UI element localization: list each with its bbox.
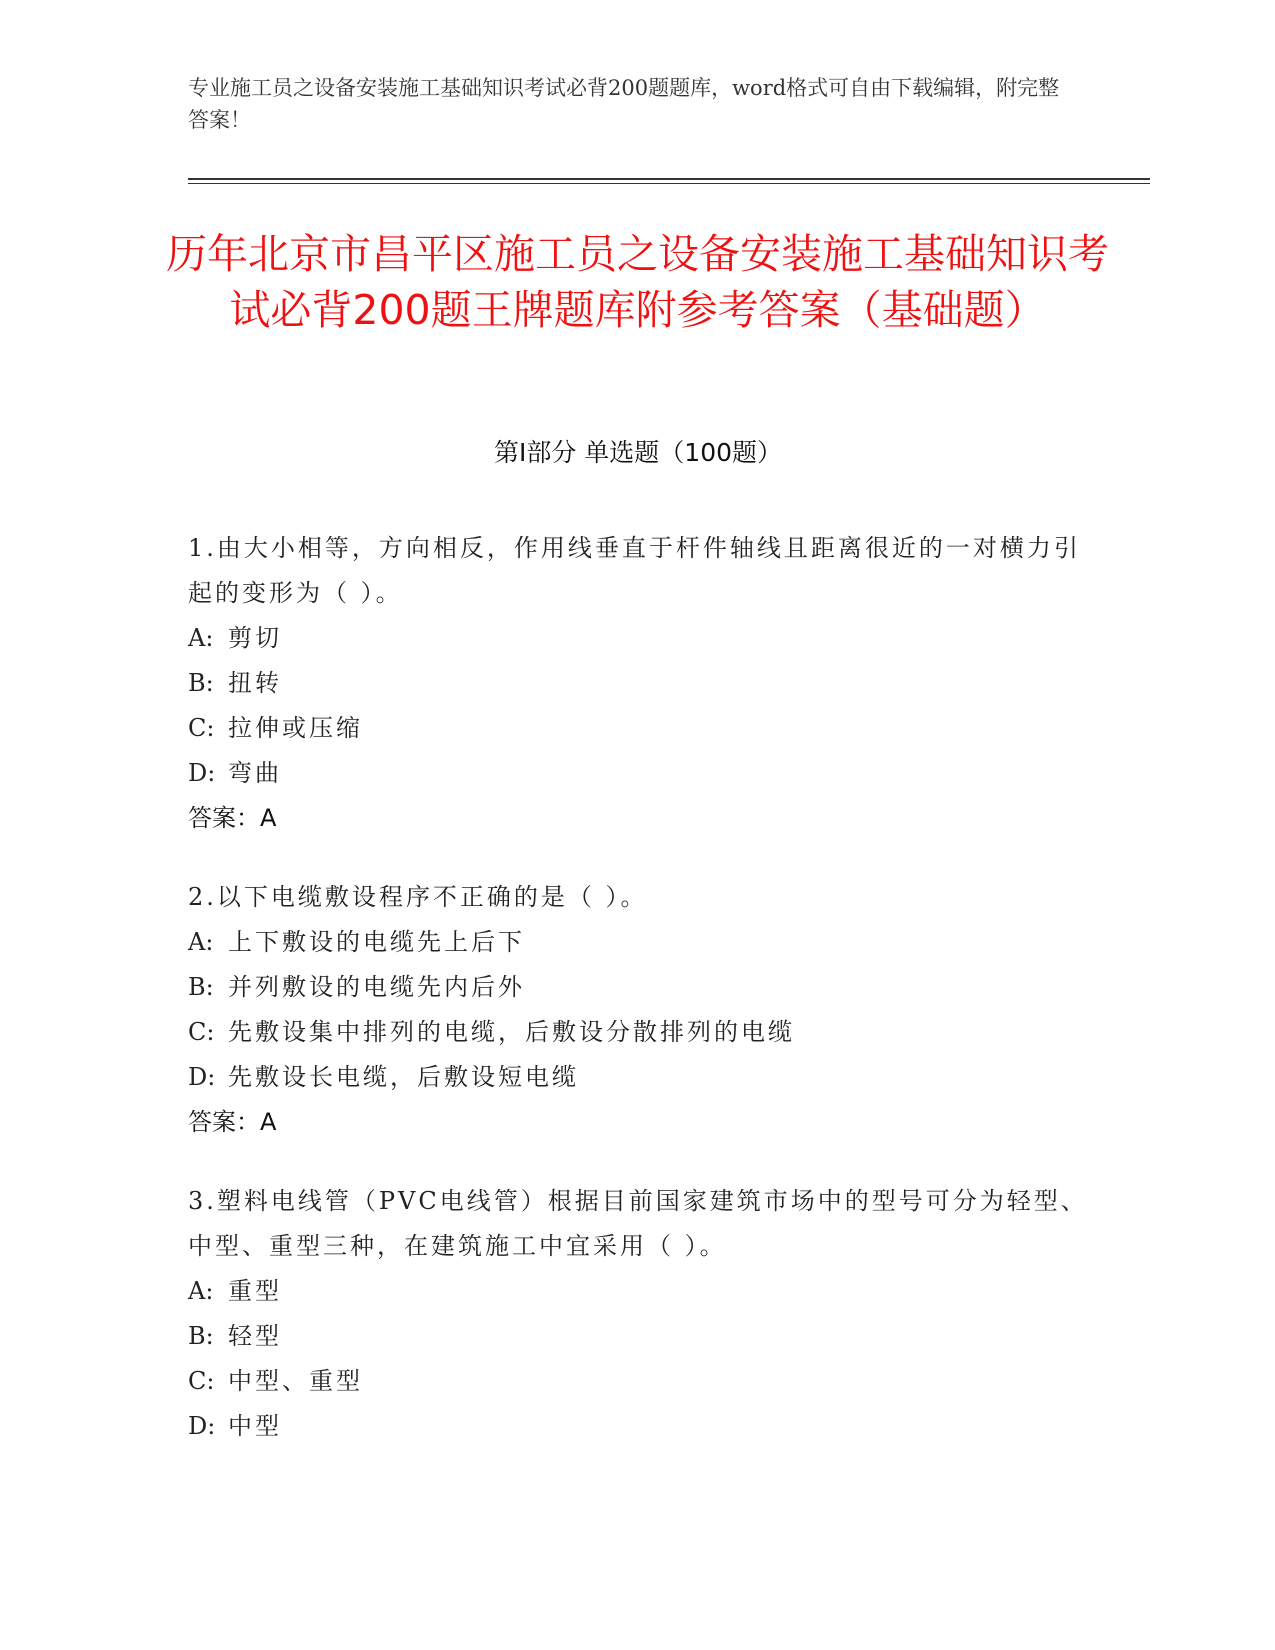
question-text: 3.塑料电线管（PVC电线管）根据目前国家建筑市场中的型号可分为轻型、中型、重型三种，在建筑施工中宜采用（ ）。 <box>188 1187 1088 1260</box>
option-text: 扭转 <box>228 669 282 697</box>
option-key: A: <box>188 928 214 956</box>
option-row <box>188 920 1088 965</box>
question-text: 1.由大小相等，方向相反，作用线垂直于杆件轴线且距离很近的一对横力引起的变形为（ ）。 <box>188 534 1081 607</box>
option-key: B: <box>188 1322 214 1350</box>
option-row <box>188 1314 1088 1359</box>
header-note: 专业施工员之设备安装施工基础知识考试必背200题题库，word格式可自由下载编辑，附完整答案！ <box>188 76 1060 132</box>
question-list <box>188 526 1088 1483</box>
option-row <box>188 616 1088 661</box>
option-text: 拉伸或压缩 <box>228 714 363 742</box>
document-title: 历年北京市昌平区施工员之设备安装施工基础知识考试必背200题王牌题库附参考答案（基础题） <box>166 230 1109 334</box>
option-row <box>188 661 1088 706</box>
option-key: D: <box>188 1412 216 1440</box>
option-text: 重型 <box>228 1277 282 1305</box>
section-heading: 第I部分 单选题（100题） <box>493 438 783 467</box>
option-text: 先敷设长电缆，后敷设短电缆 <box>228 1063 579 1091</box>
option-text: 并列敷设的电缆先内后外 <box>228 973 525 1001</box>
option-row <box>188 965 1088 1010</box>
option-row <box>188 706 1088 751</box>
option-key: C: <box>188 1367 215 1395</box>
option-key: D: <box>188 759 216 787</box>
question-item <box>188 526 1088 841</box>
option-text: 中型、重型 <box>228 1367 363 1395</box>
header-rule-thick <box>188 178 1150 180</box>
option-text: 中型 <box>228 1412 282 1440</box>
option-key: A: <box>188 1277 214 1305</box>
option-text: 轻型 <box>228 1322 282 1350</box>
option-row <box>188 1010 1088 1055</box>
option-key: B: <box>188 973 214 1001</box>
option-key: C: <box>188 1018 215 1046</box>
option-text: 上下敷设的电缆先上后下 <box>228 928 525 956</box>
header-rule-thin <box>188 183 1150 184</box>
answer-line: 答案：A <box>188 804 277 832</box>
option-row <box>188 751 1088 796</box>
option-text: 先敷设集中排列的电缆，后敷设分散排列的电缆 <box>228 1018 795 1046</box>
question-item <box>188 1179 1088 1449</box>
option-key: D: <box>188 1063 216 1091</box>
option-row <box>188 1404 1088 1449</box>
option-text: 剪切 <box>228 624 282 652</box>
question-item <box>188 875 1088 1145</box>
option-key: B: <box>188 669 214 697</box>
option-row <box>188 1269 1088 1314</box>
option-key: C: <box>188 714 215 742</box>
option-text: 弯曲 <box>228 759 282 787</box>
answer-line: 答案：A <box>188 1108 277 1136</box>
option-row <box>188 1055 1088 1100</box>
option-row <box>188 1359 1088 1404</box>
question-text: 2.以下电缆敷设程序不正确的是（ ）。 <box>188 883 648 911</box>
option-key: A: <box>188 624 214 652</box>
